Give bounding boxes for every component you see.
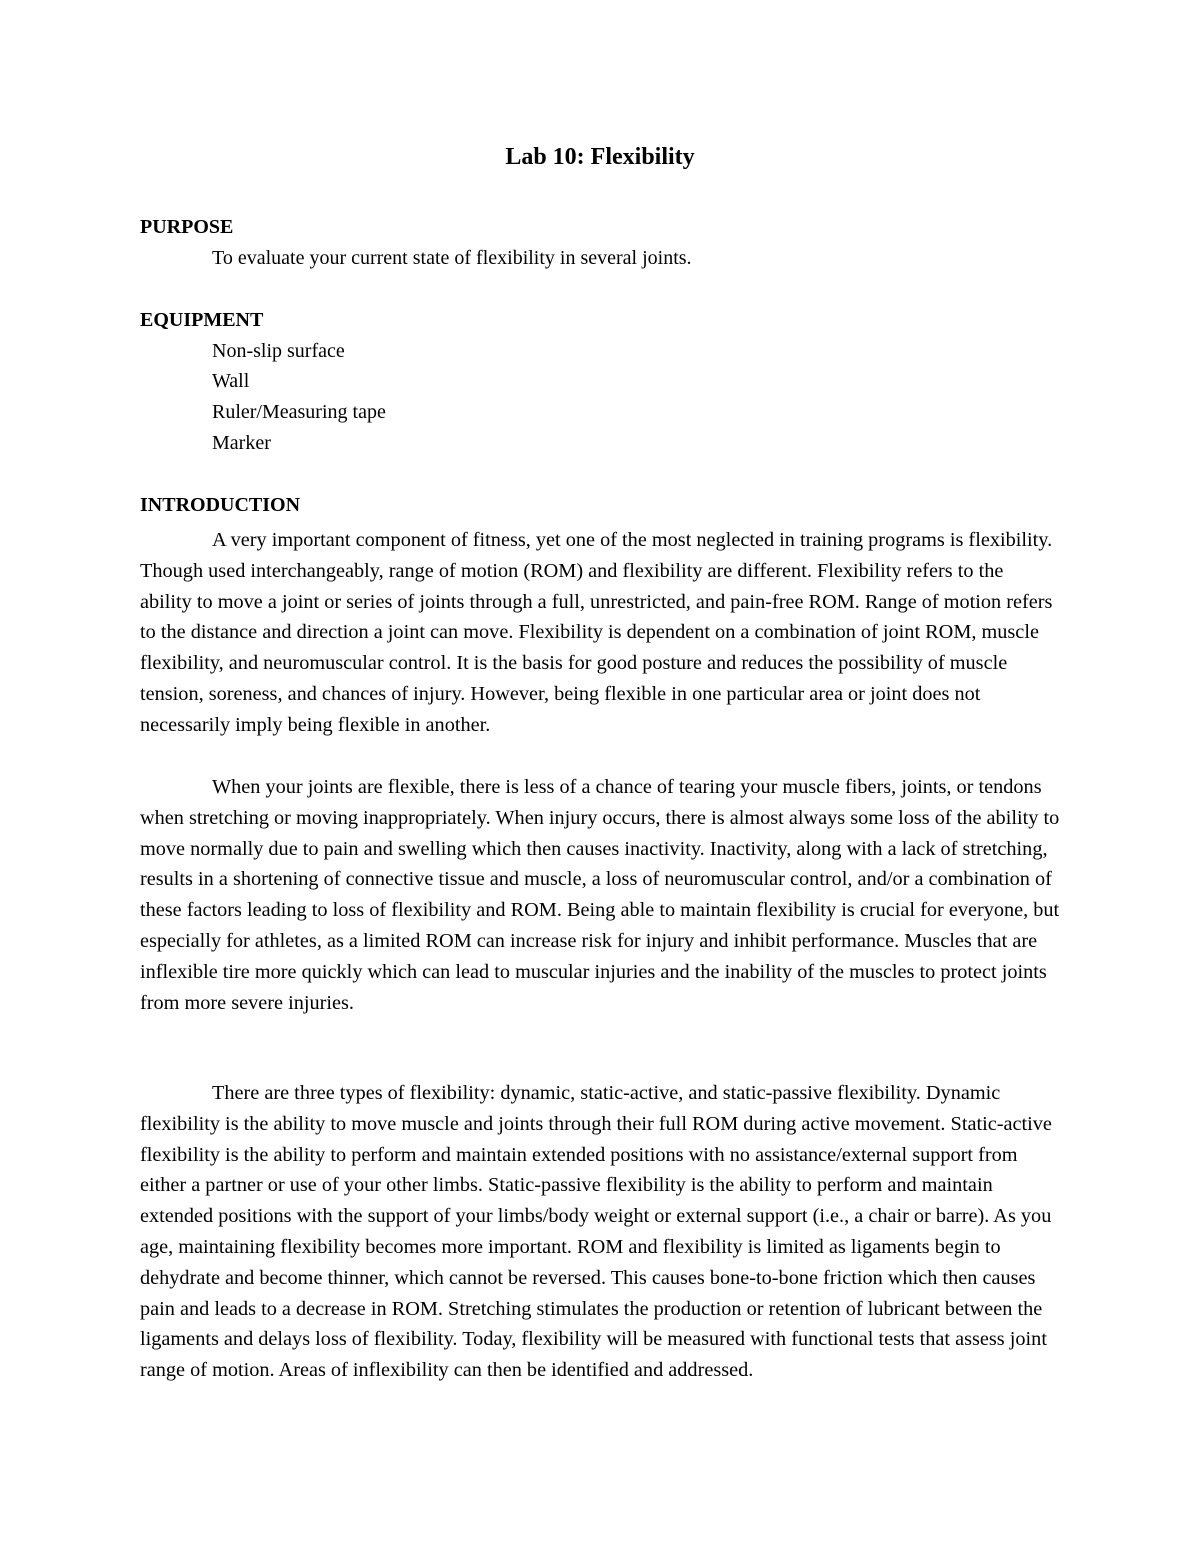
introduction-paragraph: There are three types of flexibility: dynamic, static-active, and static-passive flexibility. Dynamic flexibility is the ability to move muscle and joints through their full ROM during active movement. Static-active flexibility is the ability to perform and maintain extended positions with no assistance/external support from either a partner or use of your other limbs. Static-passive flexibility is the ability to perform and maintain extended positions with the support of your limbs/body weight or external support (i.e., a chair or barre). As you age, maintaining flexibility becomes more important. ROM and flexibility is limited as ligaments begin to dehydrate and become thinner, which cannot be reversed. This causes bone-to-bone friction which then causes pain and leads to a decrease in ROM. Stretching stimulates the production or retention of lubricant between the ligaments and delays loss of flexibility. Today, flexibility will be measured with functional tests that assess joint range of motion. Areas of inflexibility can then be identified and addressed. [140, 1082, 1052, 1382]
introduction-paragraph: When your joints are flexible, there is less of a chance of tearing your muscle fibers, joints, or tendons when stretching or moving inappropriately. When injury occurs, there is almost always some loss of the ability to move normally due to pain and swelling which then causes inactivity. Inactivity, along with a lack of stretching, results in a shortening of connective tissue and muscle, a loss of neuromuscular control, and/or a combination of these factors leading to loss of flexibility and ROM. Being able to maintain flexibility is crucial for everyone, but especially for athletes, as a limited ROM can increase risk for injury and inhibit performance. Muscles that are inflexible tire more quickly which can lead to muscular injuries and the inability of the muscles to protect joints from more severe injuries. [140, 776, 1060, 1014]
document-title: Lab 10: Flexibility [505, 144, 695, 170]
equipment-heading: EQUIPMENT [140, 309, 264, 331]
purpose-heading: PURPOSE [140, 216, 234, 238]
purpose-text: To evaluate your current state of flexibility in several joints. [212, 247, 692, 269]
introduction-heading: INTRODUCTION [140, 494, 301, 516]
equipment-item: Non-slip surface [212, 340, 345, 362]
equipment-item: Wall [212, 370, 250, 392]
introduction-paragraph: A very important component of fitness, yet one of the most neglected in training programs is flexibility. Though used interchangeably, range of motion (ROM) and flexibility are different. Flexibility refers to the ability to move a joint or series of joints through a full, unrestricted, and pain-free ROM. Range of motion refers to the distance and direction a joint can move. Flexibility is dependent on a combination of joint ROM, muscle flexibility, and neuromuscular control. It is the basis for good posture and reduces the possibility of muscle tension, soreness, and chances of injury. However, being flexible in one particular area or joint does not necessarily imply being flexible in another. [140, 529, 1053, 736]
equipment-item: Marker [212, 432, 271, 454]
equipment-item: Ruler/Measuring tape [212, 401, 386, 423]
